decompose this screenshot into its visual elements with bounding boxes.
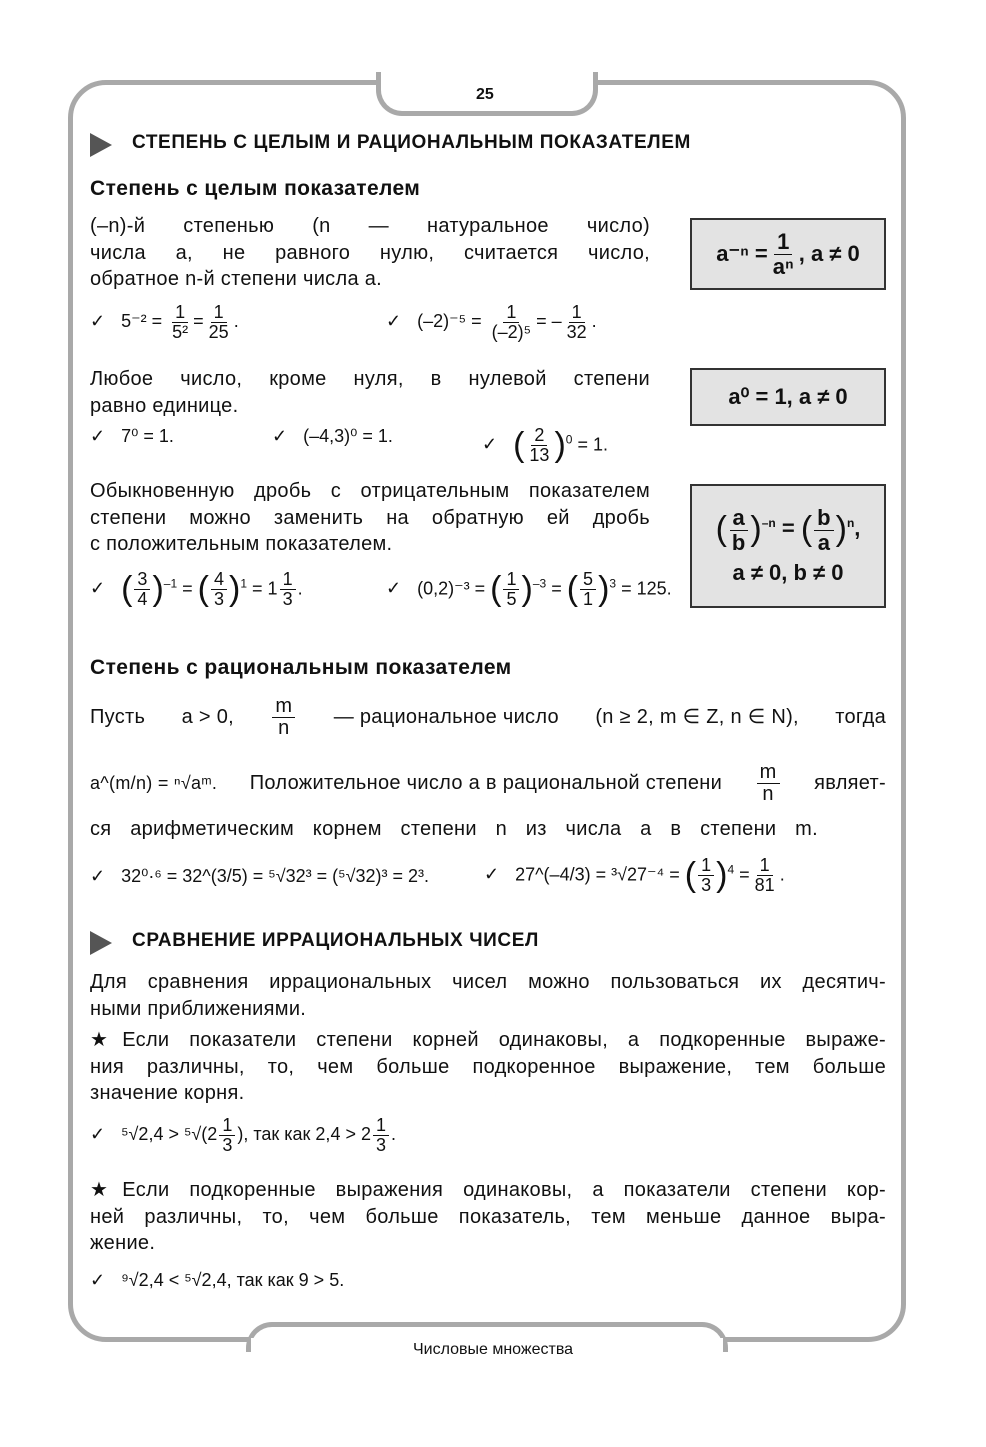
check-icon: ✓ xyxy=(482,434,498,455)
rule-2: ★Если подкоренные выражения одинаковы, а показатели степени кор- ней различны, то, чем больше показатель, тем меньше данное выра- жение. xyxy=(90,1179,886,1254)
rule-1: ★Если показатели степени корней одинаковы, а подкоренные выраже- ния различны, то, чем больше подкоренное выражение, тем больше значение корня. xyxy=(90,1029,886,1104)
section-arrow-icon xyxy=(90,931,112,955)
page-number: 25 xyxy=(476,86,494,103)
star-icon: ★ xyxy=(90,1179,123,1201)
rational-line-3: ся арифметическим корнем степени n из числа a в степени m. xyxy=(90,818,818,840)
example-1b: ✓ (–2)⁻⁵ = $\frac{1}{\text{(–2)⁵}}$ = – $\frac{1}{32}$ . xyxy=(386,302,597,342)
check-icon: ✓ xyxy=(90,578,106,599)
example-3a: ✓ ( $\frac{3}{4}$ )$^{-1}$ = ( $\frac{4}{3}$ )$^1$ = 1 $\frac{1}{3}$ . xyxy=(90,569,303,609)
check-icon: ✓ xyxy=(90,311,106,332)
example-irrational-1: ✓ ⁵√2,4 > ⁵√(2 $\frac{1}{3}$ ), так как 2,4 > 2 $\frac{1}{3}$ . xyxy=(90,1115,397,1155)
example-2b: ✓ (–4,3)⁰ = 1. xyxy=(272,426,393,446)
rational-line-2: a^(m/n) = ⁿ√aᵐ. Положительное число a в рациональной степени $\frac{m}{n}$ являет- xyxy=(90,761,886,805)
example-rational-2: ✓ 27^(–4/3) = ³√27⁻⁴ = ( $\frac{1}{3}$ )$^4$ = $\frac{1}{81}$ . xyxy=(484,855,785,895)
check-icon: ✓ xyxy=(386,578,402,599)
section-title-irrational: СРАВНЕНИЕ ИРРАЦИОНАЛЬНЫХ ЧИСЕЛ xyxy=(132,930,539,951)
section-arrow-icon xyxy=(90,133,112,157)
subsection-title-rational: Степень с рациональным показателем xyxy=(90,656,512,679)
subsection-title-integer: Степень с целым показателем xyxy=(90,177,421,200)
check-icon: ✓ xyxy=(386,311,402,332)
formula-box-zero-power: a⁰ = 1, a ≠ 0 xyxy=(690,368,886,426)
paragraph-irrational: Для сравнения иррациональных чисел можно пользоваться их десятич- ными приближениями. xyxy=(90,971,886,1020)
check-icon: ✓ xyxy=(272,426,288,446)
star-icon: ★ xyxy=(90,1029,123,1051)
example-3b: ✓ (0,2)⁻³ = ( $\frac{1}{5}$ )$^{-3}$ = ( $\frac{5}{1}$ )$^3$ = 125. xyxy=(386,569,672,609)
example-irrational-2: ✓ ⁹√2,4 < ⁵√2,4, так как 9 > 5. xyxy=(90,1270,345,1290)
check-icon: ✓ xyxy=(90,426,106,446)
example-2a: ✓ 7⁰ = 1. xyxy=(90,426,174,446)
check-icon: ✓ xyxy=(90,1124,106,1145)
check-icon: ✓ xyxy=(90,866,106,886)
check-icon: ✓ xyxy=(484,864,500,885)
paragraph-negative-power: (–n)-й степенью (n — натуральное число) числа a, не равного нулю, считается число, обратное n-й степени числа a. xyxy=(90,215,650,290)
section-title-powers: СТЕПЕНЬ С ЦЕЛЫМ И РАЦИОНАЛЬНЫМ ПОКАЗАТЕЛЕМ xyxy=(132,132,691,153)
check-icon: ✓ xyxy=(90,1270,106,1290)
formula-box-negative-power: a⁻ⁿ = $\frac{1}{\text{aⁿ}}$ , a ≠ 0 xyxy=(690,218,886,290)
example-1a: ✓ 5⁻² = $\frac{1}{\text{5²}}$ = $\frac{1}{25}$ . xyxy=(90,302,239,342)
example-rational-1: ✓ 32⁰·⁶ = 32^(3/5) = ⁵√32³ = (⁵√32)³ = 2³. xyxy=(90,866,429,886)
formula-box-fraction-power: ( $\frac{a}{b}$ )$^{-n}$ = ( $\frac{b}{a}$ )$^n$, a ≠ 0, b ≠ 0 xyxy=(690,484,886,608)
paragraph-zero-power: Любое число, кроме нуля, в нулевой степени равно единице. xyxy=(90,368,650,417)
example-2c: ✓ ( $\frac{2}{13}$ )$^0$ = 1. xyxy=(482,425,609,465)
footer-title: Числовые множества xyxy=(412,1341,574,1358)
rational-line-1: Пусть a > 0, $\frac{m}{n}$ — рациональное число (n ≥ 2, m ∈ Z, n ∈ N), тогда xyxy=(90,695,886,739)
paragraph-fraction-negative: Обыкновенную дробь с отрицательным показателем степени можно заменить на обратную ей дробь с положительным показателем. xyxy=(90,480,650,555)
